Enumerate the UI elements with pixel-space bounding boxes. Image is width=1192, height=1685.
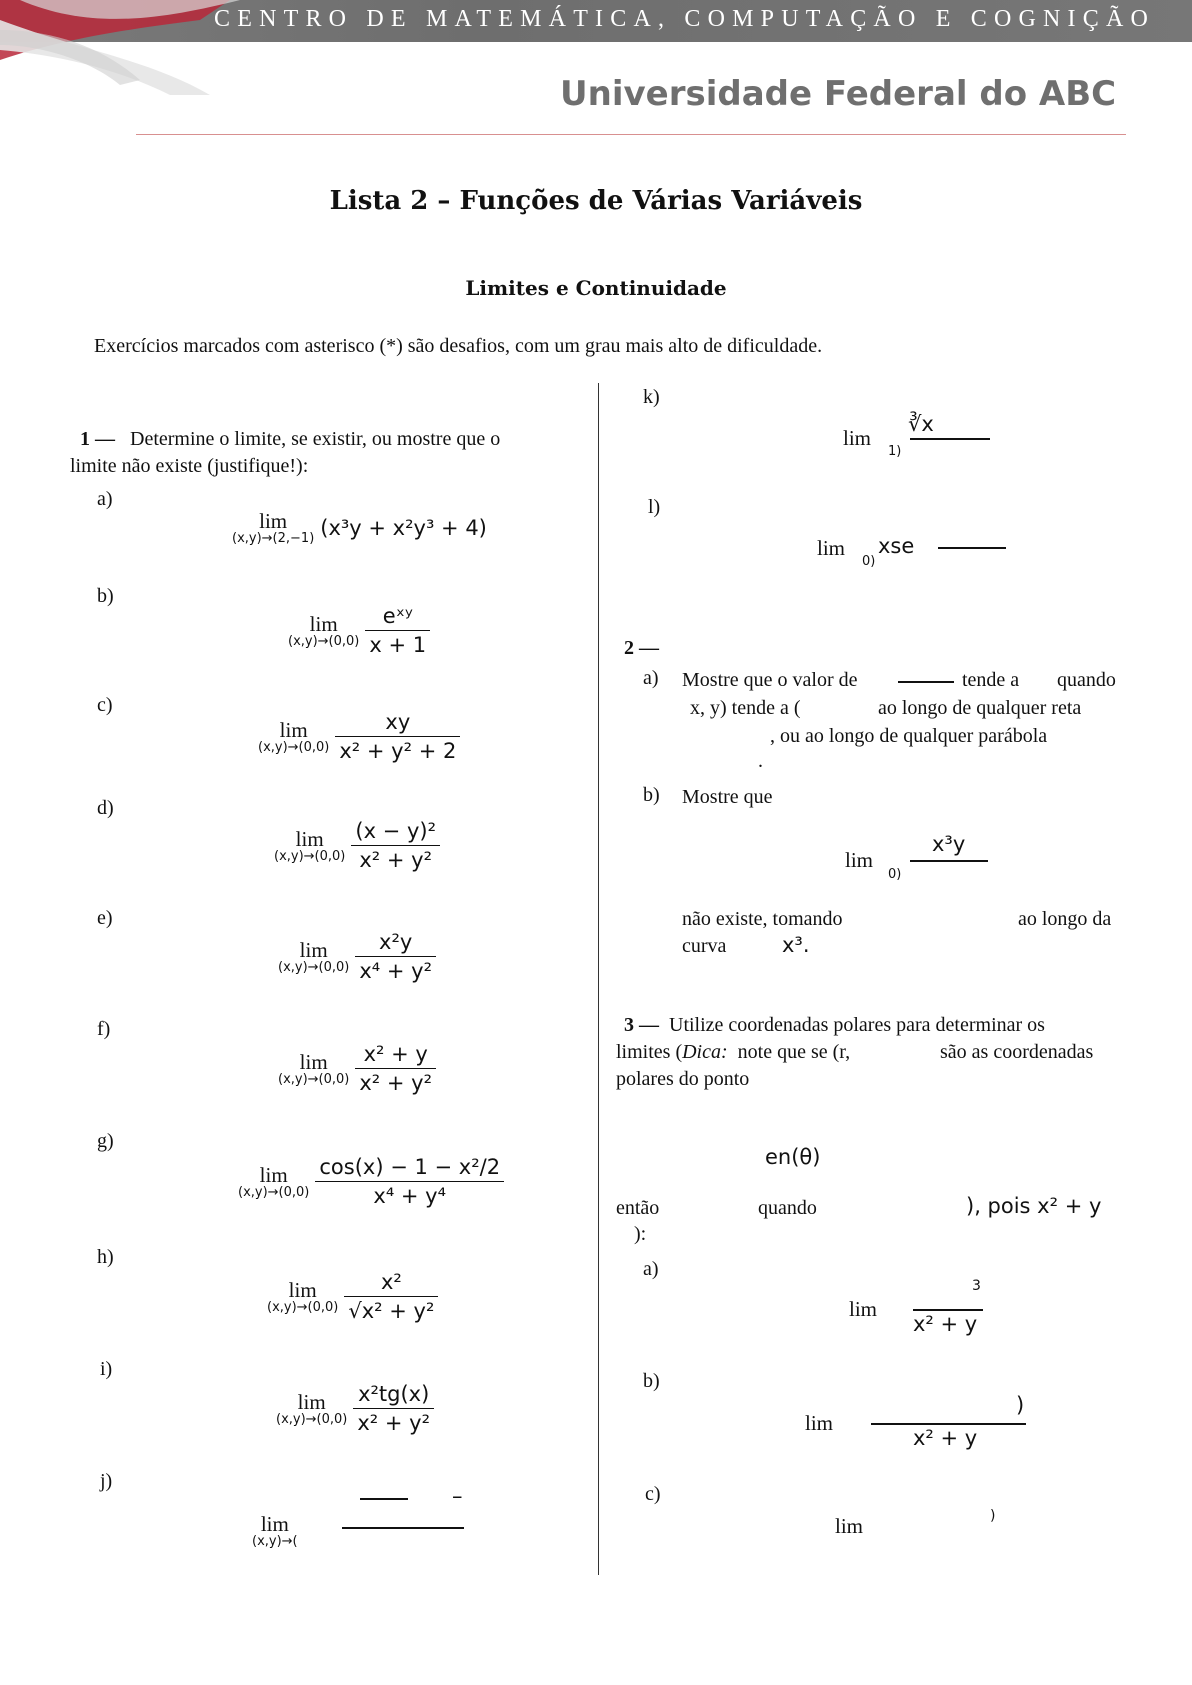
lim-word: lim — [309, 611, 338, 636]
denominator: x² + y² — [351, 845, 440, 872]
limit-2b — [845, 847, 879, 871]
item-label: a) — [97, 488, 113, 510]
lim-word: lim — [259, 509, 288, 533]
denominator: x⁴ + y² — [355, 956, 436, 983]
lim-sub: (x,y)→( — [252, 1534, 298, 1549]
limit-j — [252, 1513, 304, 1549]
numerator: cos(x) − 1 − x²/2 — [319, 1155, 501, 1179]
q2-number-text: 2 — — [624, 637, 659, 659]
limit-e — [278, 930, 436, 983]
fraction-bar — [871, 1423, 1026, 1425]
header-rule — [136, 134, 1126, 135]
limit-h — [267, 1270, 438, 1323]
limit-d — [274, 819, 440, 872]
q3-line1 — [624, 1012, 1045, 1039]
lim-sub-2b: 0) — [888, 867, 902, 882]
q3-line3: polares do ponto — [616, 1068, 750, 1090]
lim-sub: (x,y)→(0,0) — [258, 739, 330, 755]
numerator-3a: 3 — [972, 1278, 981, 1294]
fraction-bar — [910, 860, 988, 862]
university-name: Universidade Federal do ABC — [560, 74, 1117, 114]
q2a-line1c: quando — [1057, 669, 1116, 691]
q1-statement — [70, 426, 582, 480]
lim-sub-l: 0) — [862, 554, 876, 569]
limit-i — [276, 1382, 434, 1435]
denominator: x + 1 — [365, 630, 430, 657]
lim-word: lim — [835, 1514, 864, 1538]
q2a-label: a) — [643, 667, 659, 689]
lim-word: lim — [843, 426, 872, 450]
q2a-line2b: ao longo de qualquer reta — [878, 697, 1082, 719]
denominator: √x² + y² — [344, 1296, 438, 1323]
intro-text: Exercícios marcados com asterisco (*) são desafios, com um grau mais alto de dificuldade. — [94, 335, 823, 357]
limit-k — [843, 425, 877, 449]
q1-text-2: limite não existe (justifique!): — [70, 455, 309, 477]
limit-3c — [835, 1513, 869, 1537]
q3-line2-d: são as coordenadas — [940, 1041, 1094, 1063]
q2a-line2: x, y) tende a ( — [690, 697, 801, 719]
fraction-bar — [913, 1309, 983, 1311]
q3-line1-text: Utilize coordenadas polares para determinar os — [669, 1014, 1045, 1036]
lim-word: lim — [845, 848, 874, 872]
tail-3c: ) — [990, 1508, 996, 1524]
lim-word: lim — [805, 1411, 834, 1435]
lim-sub: (x,y)→(2,−1) — [232, 531, 315, 546]
q2a-line3: , ou ao longo de qualquer parábola — [770, 725, 1048, 747]
limit-f — [278, 1042, 436, 1095]
lim-word: lim — [260, 1512, 289, 1536]
section-subtitle: Limites e Continuidade — [465, 276, 727, 300]
lim-word: lim — [817, 536, 846, 560]
q3a-label: a) — [643, 1258, 659, 1280]
lim-sub: (x,y)→(0,0) — [238, 1184, 310, 1200]
numerator: x²tg(x) — [358, 1382, 430, 1406]
q2b-line3b: x³. — [782, 933, 810, 957]
q3b-label: b) — [643, 1370, 660, 1392]
q3-close: ): — [634, 1223, 647, 1245]
cube-root-x: ∛x — [908, 412, 934, 436]
numerator-2b: x³y — [932, 832, 966, 856]
q2a-line1: Mostre que o valor de — [682, 669, 858, 691]
lim-sub: (x,y)→(0,0) — [278, 1071, 350, 1087]
limit-c — [258, 710, 460, 763]
numerator: xy — [385, 710, 411, 734]
limit-a — [232, 510, 487, 546]
item-label: g) — [97, 1130, 114, 1152]
numerator: (x − y)² — [355, 819, 436, 843]
lim-word: lim — [279, 717, 308, 742]
item-label: h) — [97, 1246, 114, 1268]
q3-pois: ), pois x² + y — [966, 1194, 1102, 1218]
q2b-line2b: ao longo da — [1018, 908, 1112, 930]
q3-en-theta: en(θ) — [765, 1145, 821, 1169]
item-label: d) — [97, 797, 114, 819]
fraction-bar-fragment — [360, 1498, 408, 1500]
q1-number: 1 — — [80, 428, 115, 450]
lim-sub: (x,y)→(0,0) — [274, 848, 346, 864]
numerator-3b: ) — [1016, 1393, 1025, 1417]
item-label: e) — [97, 907, 113, 929]
q1-text: Determine o limite, se existir, ou mostre que o — [130, 428, 501, 450]
lim-sub-k: 1) — [888, 444, 902, 459]
q2b-label: b) — [643, 784, 660, 806]
item-label: j) — [100, 1470, 113, 1492]
denominator-3a: x² + y — [913, 1312, 978, 1336]
fraction-bar — [342, 1527, 464, 1529]
expr-a: (x³y + x²y³ + 4) — [320, 516, 487, 540]
numerator: x² — [380, 1270, 402, 1294]
q3-number: 3 — — [624, 1014, 659, 1036]
numerator: x²y — [379, 930, 413, 954]
lim-word: lim — [288, 1277, 317, 1302]
denominator-3b: x² + y — [913, 1426, 978, 1450]
q2a-line1b: tende a — [962, 669, 1020, 691]
denominator: x² + y² — [355, 1068, 436, 1095]
q2a-line4: . — [758, 750, 763, 772]
item-label: b) — [97, 585, 114, 607]
q3c-label: c) — [645, 1483, 661, 1505]
page-title: Lista 2 – Funções de Várias Variáveis — [329, 186, 863, 216]
lim-word: lim — [295, 826, 324, 851]
item-label: f) — [97, 1018, 111, 1040]
fraction-bar — [938, 547, 1006, 549]
q2b-line3: curva — [682, 935, 727, 957]
q3-when: quando — [758, 1197, 817, 1219]
limit-b — [288, 604, 430, 657]
q3-line2 — [616, 1039, 850, 1066]
q3-dica: Dica: — [682, 1041, 728, 1063]
q2b-line1: Mostre que — [682, 786, 773, 808]
column-divider — [598, 383, 599, 1575]
limit-g — [238, 1155, 504, 1208]
q3-line2-c: note que se (r, — [737, 1041, 851, 1063]
limit-3b — [805, 1410, 839, 1434]
numerator: x² + y — [363, 1042, 428, 1066]
header-institute: CENTRO DE MATEMÁTICA, COMPUTAÇÃO E COGNIÇÃO — [214, 6, 1156, 32]
lim-word: lim — [299, 1049, 328, 1074]
item-label-l: l) — [648, 496, 661, 518]
lim-sub: (x,y)→(0,0) — [276, 1411, 348, 1427]
q2b-line2: não existe, tomando — [682, 908, 843, 930]
lim-sub: (x,y)→(0,0) — [267, 1299, 339, 1315]
lim-word: lim — [299, 937, 328, 962]
denominator: x² + y² — [353, 1408, 434, 1435]
lim-word: lim — [259, 1162, 288, 1187]
lim-sub: (x,y)→(0,0) — [288, 633, 360, 649]
lim-sub: (x,y)→(0,0) — [278, 959, 350, 975]
q3-then: então — [616, 1197, 660, 1219]
item-label: i) — [100, 1358, 113, 1380]
fraction-bar — [910, 438, 990, 440]
lim-word: lim — [849, 1297, 878, 1321]
j-minus: – — [452, 1484, 463, 1508]
numerator: eˣʸ — [382, 604, 413, 628]
fraction-bar — [898, 681, 954, 683]
limit-3a — [849, 1296, 883, 1320]
limit-l — [817, 535, 851, 559]
item-label-k: k) — [643, 386, 660, 408]
denominator: x² + y² + 2 — [335, 736, 460, 763]
item-label: c) — [97, 694, 113, 716]
q3-line2-a: limites ( — [616, 1041, 683, 1063]
denominator: x⁴ + y⁴ — [315, 1181, 504, 1208]
lim-word: lim — [297, 1389, 326, 1414]
expr-l: xse — [878, 534, 915, 558]
q2-number — [624, 635, 659, 662]
